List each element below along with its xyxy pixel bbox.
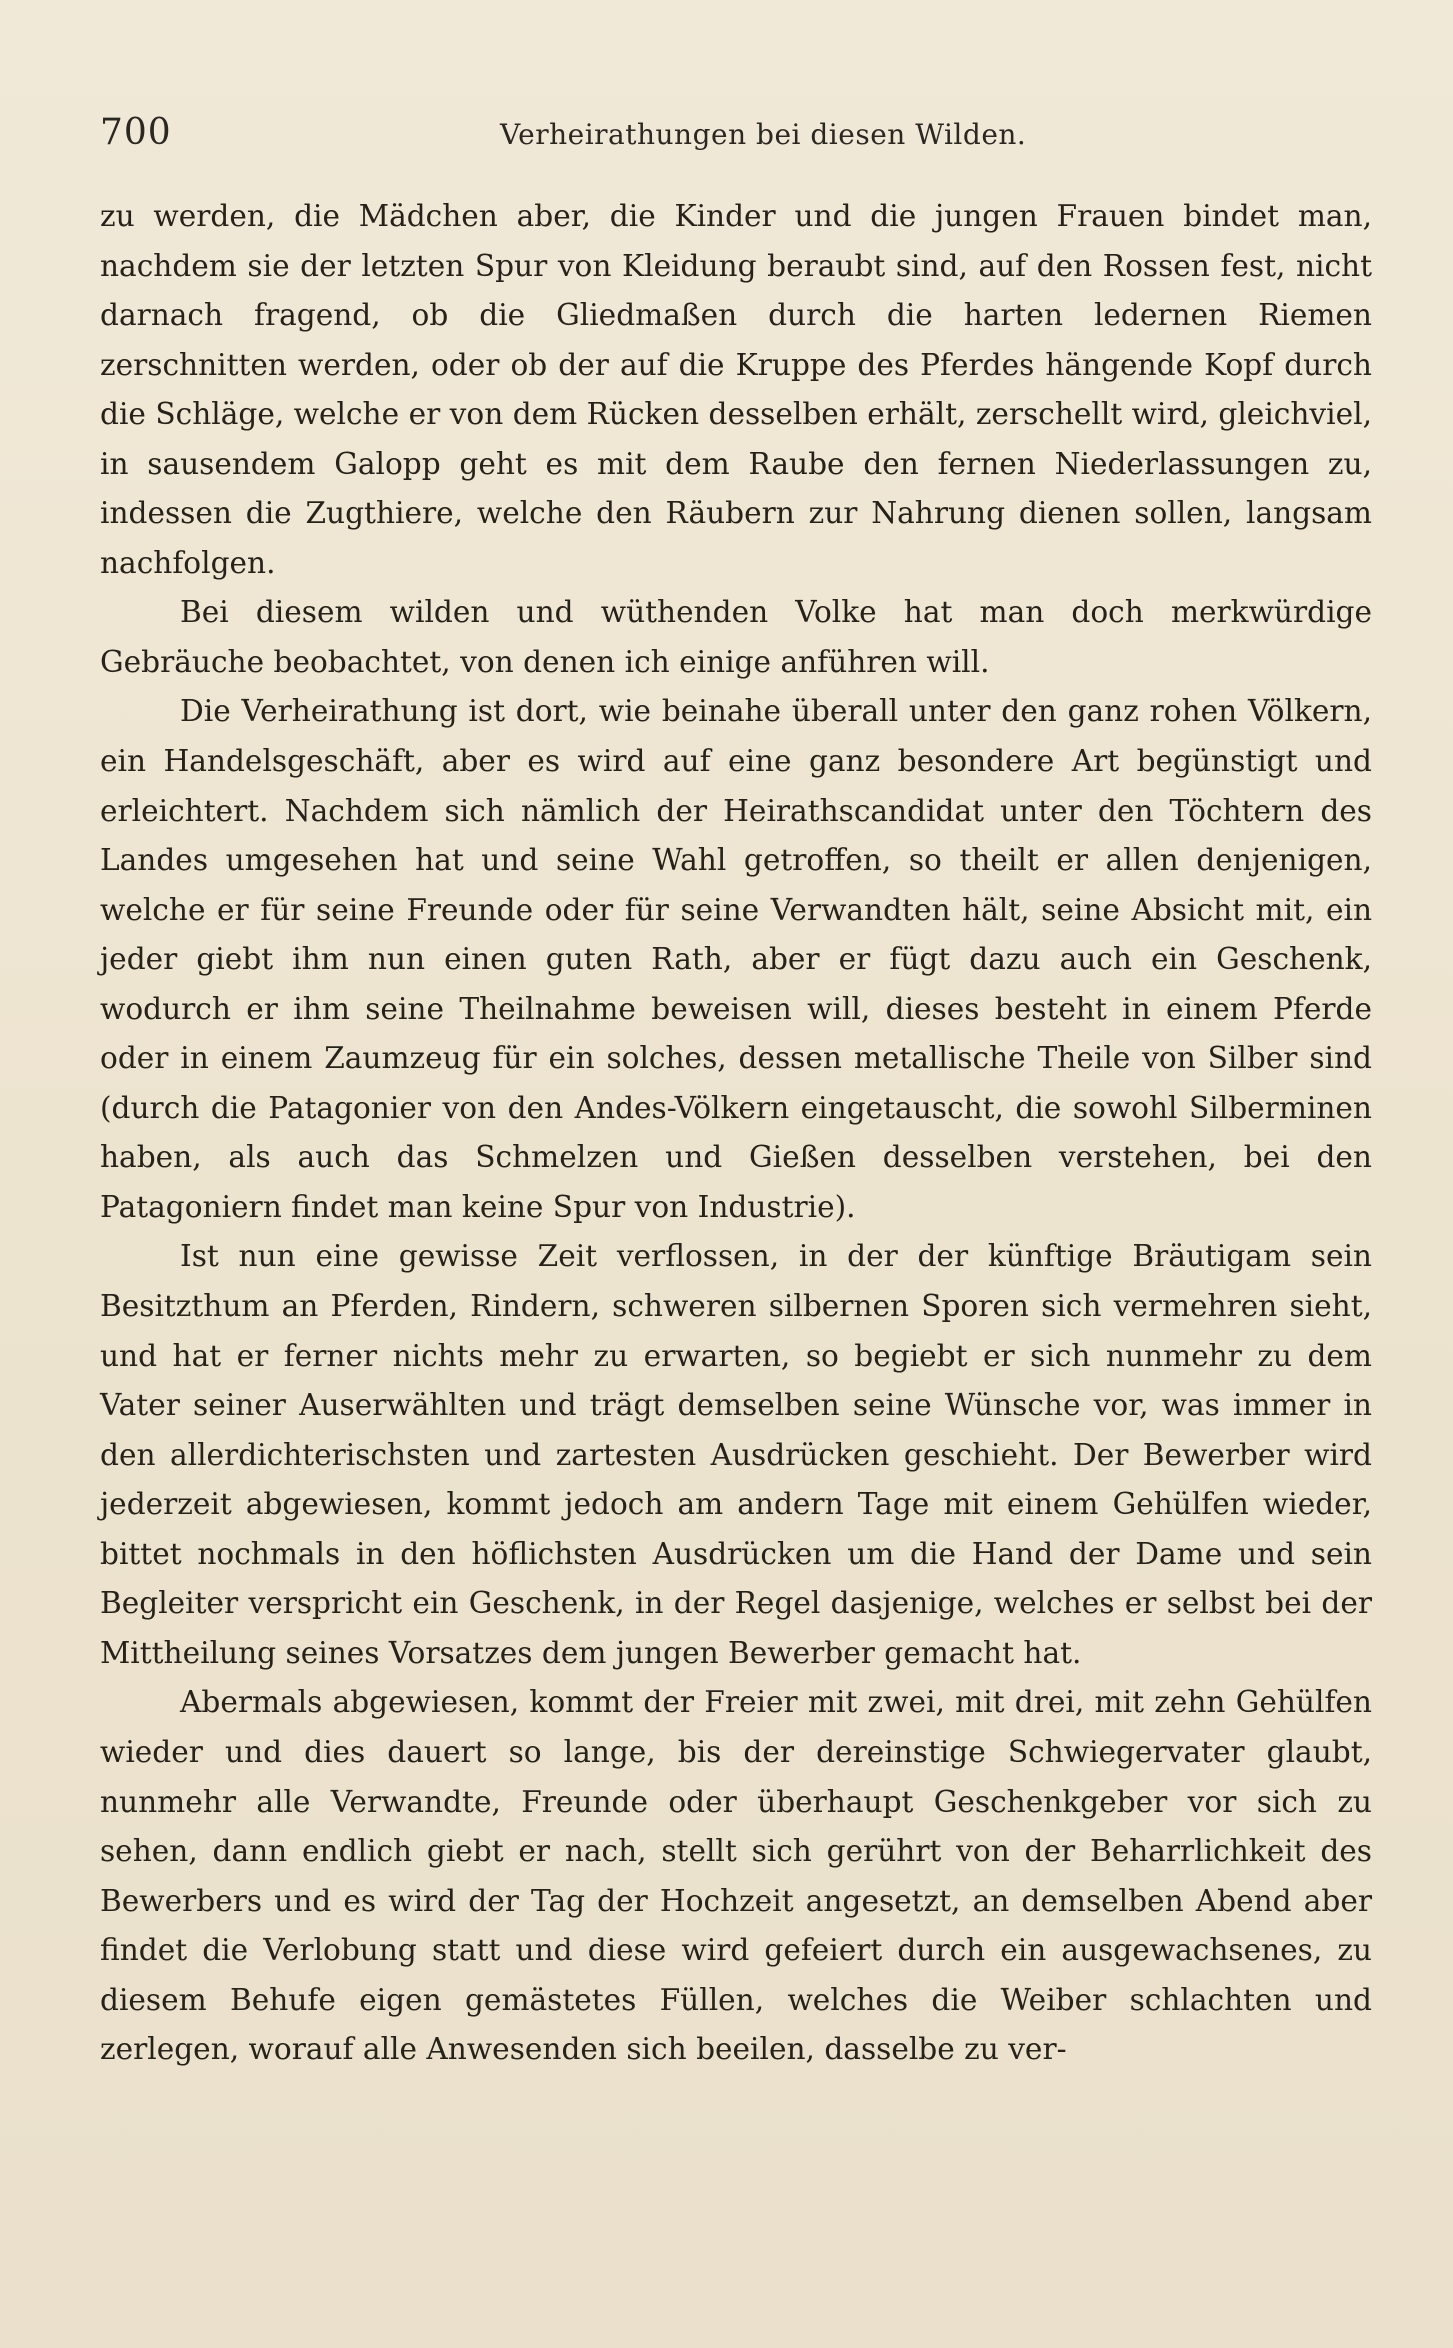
paragraph-4: Ist nun eine gewisse Zeit verflossen, in der der künftige Bräutigam sein Besitzthum an Pferden, Rindern, schweren silbernen Sporen sich vermehren sieht, und hat er ferner nichts mehr zu erwarten, so begiebt er sich nunmehr zu dem Vater seiner Auserwählten und trägt demselben seine Wünsche vor, was immer in den allerdichterischsten und zartesten Ausdrücken geschieht. Der Bewerber wird jederzeit abgewiesen, kommt jedoch am andern Tage mit einem Gehülfen wieder, bittet nochmals in den höflichsten Ausdrücken um die Hand der Dame und sein Begleiter verspricht ein Geschenk, in der Regel dasjenige, welches er selbst bei der Mittheilung seines Vorsatzes dem jungen Bewerber gemacht hat. (100, 1239, 1372, 1670)
paragraph-1: zu werden, die Mädchen aber, die Kinder und die jungen Frauen bindet man, nachdem sie der letzten Spur von Kleidung beraubt sind, auf den Rossen fest, nicht darnach fragend, ob die Gliedmaßen durch die harten ledernen Riemen zerschnitten werden, oder ob der auf die Kruppe des Pferdes hängende Kopf durch die Schläge, welche er von dem Rücken desselben erhält, zerschellt wird, gleichviel, in sausendem Galopp geht es mit dem Raube den fernen Niederlassungen zu, indessen die Zugthiere, welche den Räubern zur Nahrung dienen sollen, langsam nachfolgen. (100, 199, 1372, 580)
paragraph-2: Bei diesem wilden und wüthenden Volke hat man doch merkwürdige Gebräuche beobachtet, von denen ich einige anführen will. (100, 595, 1372, 679)
body-text (100, 192, 1372, 2075)
running-title: Verheirathungen bei diesen Wilden. (500, 118, 1027, 151)
paragraph-5: Abermals abgewiesen, kommt der Freier mit zwei, mit drei, mit zehn Gehülfen wieder und dies dauert so lange, bis der dereinstige Schwiegervater glaubt, nunmehr alle Verwandte, Freunde oder überhaupt Geschenkgeber vor sich zu sehen, dann endlich giebt er nach, stellt sich gerührt von der Beharrlichkeit des Bewerbers und es wird der Tag der Hochzeit angesetzt, an demselben Abend aber findet die Verlobung statt und diese wird gefeiert durch ein ausgewachsenes, zu diesem Behufe eigen gemästetes Füllen, welches die Weiber schlachten und zerlegen, worauf alle Anwesenden sich beeilen, dasselbe zu ver- (100, 1685, 1372, 2067)
paragraph-3: Die Verheirathung ist dort, wie beinahe überall unter den ganz rohen Völkern, ein Handelsgeschäft, aber es wird auf eine ganz besondere Art begünstigt und erleichtert. Nachdem sich nämlich der Heirathscandidat unter den Töchtern des Landes umgesehen hat und seine Wahl getroffen, so theilt er allen denjenigen, welche er für seine Freunde oder für seine Verwandten hält, seine Absicht mit, ein jeder giebt ihm nun einen guten Rath, aber er fügt dazu auch ein Geschenk, wodurch er ihm seine Theilnahme beweisen will, dieses besteht in einem Pferde oder in einem Zaumzeug für ein solches, dessen metallische Theile von Silber sind (durch die Patagonier von den Andes-Völkern eingetauscht, die sowohl Silberminen haben, als auch das Schmelzen und Gießen desselben verstehen, bei den Patagoniern findet man keine Spur von Industrie). (100, 694, 1372, 1224)
page-number: 700 (100, 112, 172, 153)
page-header (100, 112, 1375, 172)
